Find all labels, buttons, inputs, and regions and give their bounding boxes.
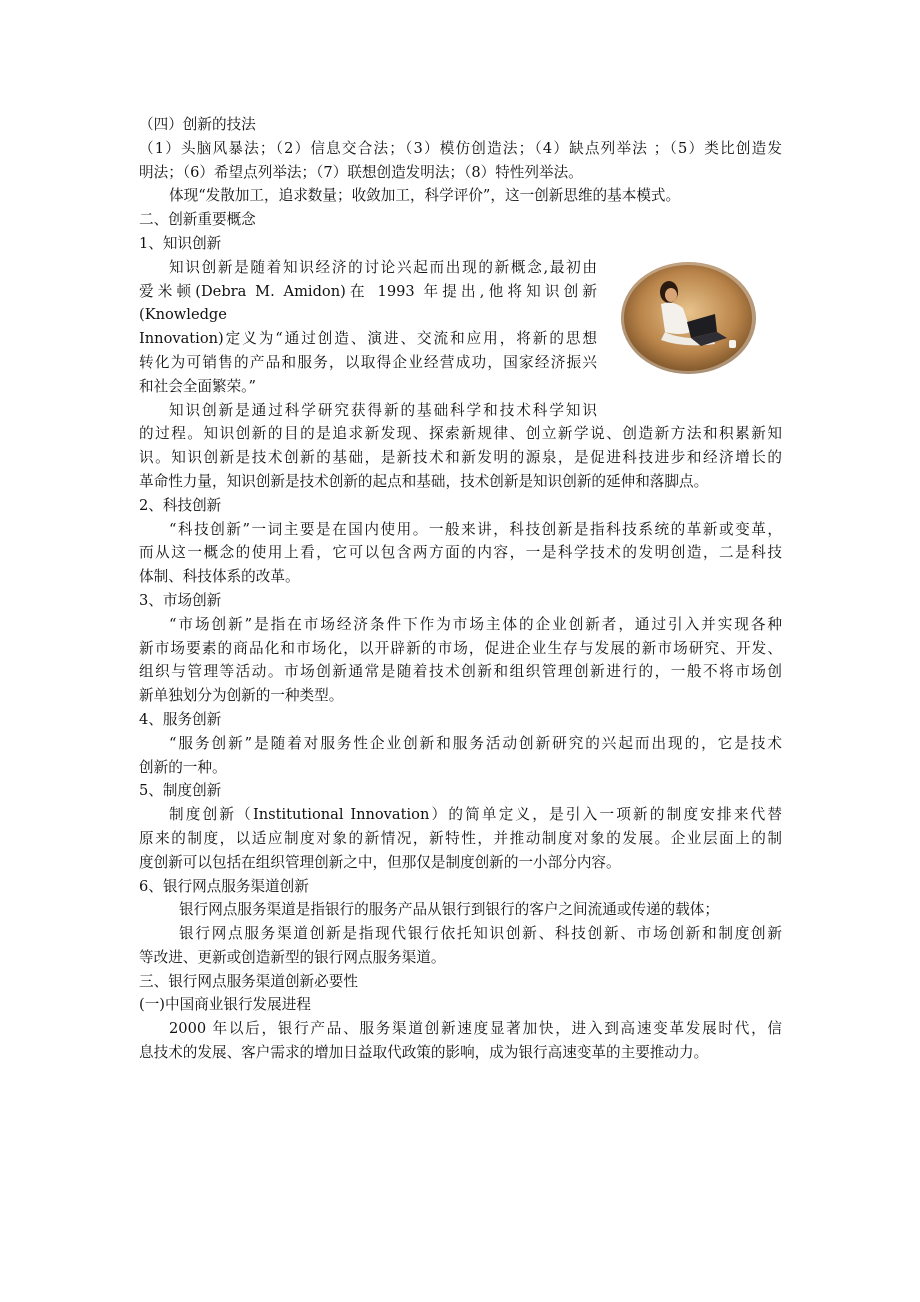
paragraph-line: 新单独划分为创新的一种类型。 [139,687,344,705]
thinking-mode-text: 体现“发散加工，追求数量；收敛加工，科学评价”，这一创新思维的基本模式。 [169,187,681,205]
paragraph-line: 制度创新（Institutional Innovation）的简单定义，是引入一项新的制度安排来代替 [169,806,782,824]
methods-line-2: 明法；（6）希望点列举法；（7）联想创造发明法；（8）特性列举法。 [139,163,583,181]
paragraph-line: 识。知识创新是技术创新的基础，是新技术和新发明的源泉，是促进科技进步和经济增长的 [139,449,782,467]
knowledge-paragraph-1 [139,256,597,423]
tech-heading: 2、科技创新 [139,496,222,514]
paragraph-line: 爱米顿(Debra M. Amidon)在 1993 年提出,他将知识创新(Knowledge [139,282,597,324]
paragraph-line: 原来的制度，以适应制度对象的新情况，新特性，并推动制度对象的发展。企业层面上的制 [139,829,782,847]
paragraph-line: 组织与管理等活动。市场创新通常是随着技术创新和组织管理创新进行的，一般不将市场创 [139,663,782,681]
paragraph-line: 新市场要素的商品化和市场化，以开辟新的市场，促进企业生存与发展的新市场研究、开发、 [139,639,782,657]
paragraph-line: 转化为可销售的产品和服务，以取得企业经营成功，国家经济振兴 [139,353,597,371]
paragraph-line: “服务创新”是随着对服务性企业创新和服务活动创新研究的兴起而出现的，它是技术 [169,734,782,752]
paragraph-line: 体制、科技体系的改革。 [139,568,300,586]
paragraph-line: “科技创新”一词主要是在国内使用。一般来讲，科技创新是指科技系统的革新或变革， [169,520,782,538]
paragraph-line: 知识创新是随着知识经济的讨论兴起而出现的新概念,最初由 [169,258,597,276]
paragraph-line: “市场创新”是指在市场经济条件下作为市场主体的企业创新者，通过引入并实现各种 [169,615,782,633]
paragraph-line: 2000 年以后，银行产品、服务渠道创新速度显著加快，进入到高速变革发展时代，信 [169,1020,782,1038]
market-heading: 3、市场创新 [139,591,222,609]
paragraph-line: 创新的一种。 [139,758,227,776]
paragraph-line: Innovation)定义为“通过创造、演进、交流和应用，将新的思想 [139,330,597,348]
development-subheading: (一)中国商业银行发展进程 [139,996,311,1014]
paragraph-line: 息技术的发展、客户需求的增加日益取代政策的影响，成为银行高速变革的主要推动力。 [139,1044,709,1062]
concepts-heading: 二、创新重要概念 [139,211,256,229]
paragraph-line: 和社会全面繁荣。” [139,377,256,395]
necessity-heading: 三、银行网点服务渠道创新必要性 [139,972,358,990]
institution-heading: 5、制度创新 [139,782,222,800]
paragraph-line: 银行网点服务渠道创新是指现代银行依托知识创新、科技创新、市场创新和制度创新 [179,925,782,943]
paragraph-line: 而从这一概念的使用上看，它可以包含两方面的内容，一是科学技术的发明创造，二是科技 [139,544,782,562]
paragraph-line: 银行网点服务渠道是指银行的服务产品从银行到银行的客户之间流通或传递的载体； [179,901,719,919]
paragraph-line: 知识创新是通过科学研究获得新的基础科学和技术科学知识 [169,401,597,419]
service-heading: 4、服务创新 [139,710,222,728]
channel-heading: 6、银行网点服务渠道创新 [139,877,309,895]
knowledge-heading: 1、知识创新 [139,234,222,252]
paragraph-line: 等改进、更新或创造新型的银行网点服务渠道。 [139,948,446,966]
methods-line-1: （1）头脑风暴法；（2）信息交合法；（3）模仿创造法；（4）缺点列举法 ；（5）类比创造发 [139,139,782,157]
document-body [139,113,782,1065]
paragraph-line: 革命性力量，知识创新是技术创新的起点和基础，技术创新是知识创新的延伸和落脚点。 [139,472,709,490]
paragraph-line: 的过程。知识创新的目的是追求新发现、探索新规律、创立新学说、创造新方法和积累新知 [139,425,782,443]
section-heading-techniques: （四）创新的技法 [139,116,256,133]
paragraph-line: 度创新可以包括在组织管理创新之中，但那仅是制度创新的一小部分内容。 [139,853,621,871]
